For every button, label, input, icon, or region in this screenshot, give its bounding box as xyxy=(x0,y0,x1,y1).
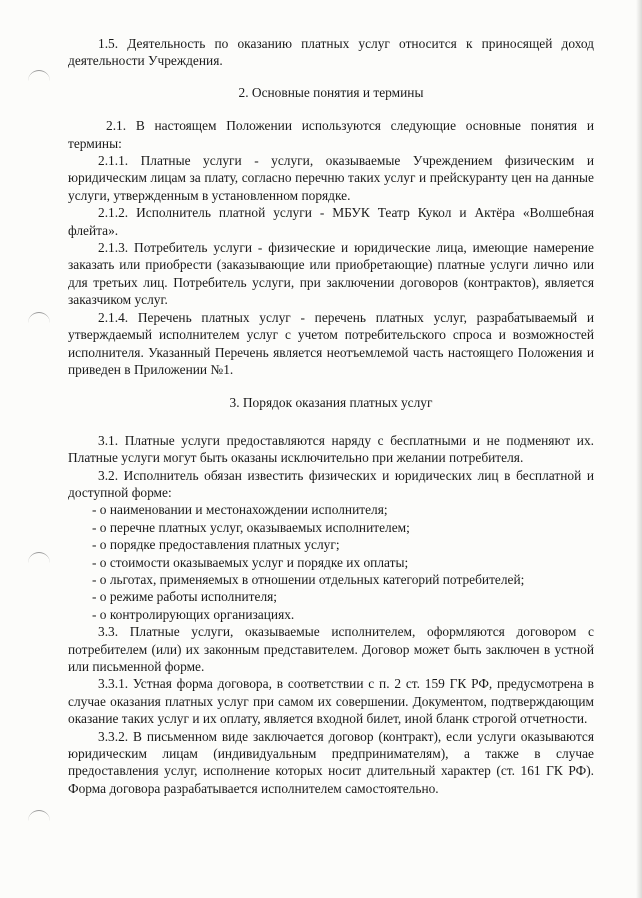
paragraph-2-1-4: 2.1.4. Перечень платных услуг - перечень платных услуг, разрабатываемый и утверждаемый исполнителем услуг с учетом потребительского спроса и возможностей исполнителя. Указанный Перечень является неотъемлемой часть настоящего Положения и приведен в Приложении №1. xyxy=(68,309,594,377)
punch-hole-mark xyxy=(28,552,50,565)
paragraph-3-3-1: 3.3.1. Устная форма договора, в соответствии с п. 2 ст. 159 ГК РФ, предусмотрена в случае оказания платных услуг при самом их совершении. Документом, подтверждающим оказание таких услуг и их оплату, является входной билет, иной бланк строгой отчетности. xyxy=(68,676,594,727)
paragraph-3-2: 3.2. Исполнитель обязан известить физических и юридических лиц в бесплатной и доступной форме: xyxy=(68,467,594,500)
notification-list xyxy=(68,501,594,623)
section-heading-3: 3. Порядок оказания платных услуг xyxy=(229,395,433,411)
punch-hole-mark xyxy=(28,810,50,823)
section-heading-2: 2. Основные понятия и термины xyxy=(238,84,424,100)
list-item: - о контролирующих организациях. xyxy=(92,606,295,622)
list-item: - о перечне платных услуг, оказываемых исполнителем; xyxy=(92,519,410,535)
paragraph-2-1-1: 2.1.1. Платные услуги - услуги, оказываемые Учреждением физическим и юридическим лицам за плату, согласно перечню таких услуг и прейскуранту цен на данные услуги, утвержденным в установленном порядке. xyxy=(68,153,594,203)
paragraph-2-1: 2.1. В настоящем Положении используются следующие основные понятия и термины: xyxy=(68,118,594,151)
list-item: - о льготах, применяемых в отношении отдельных категорий потребителей; xyxy=(92,571,525,587)
list-item: - о порядке предоставления платных услуг; xyxy=(92,537,340,553)
paragraph-2-1-2: 2.1.2. Исполнитель платной услуги - МБУК Театр Кукол и Актёра «Волшебная флейта». xyxy=(68,205,594,238)
page-edge-shadow xyxy=(636,0,642,898)
list-item: - о стоимости оказываемых услуг и порядке их оплаты; xyxy=(92,554,409,570)
list-item: - о режиме работы исполнителя; xyxy=(92,589,278,605)
paragraph-2-1-3: 2.1.3. Потребитель услуги - физические и юридические лица, имеющие намерение заказать или приобрести (заказывающие или приобретающие) платные услуги лично или для третьих лиц. Потребитель услуги, при заключении договоров (контрактов), является заказчиком услуг. xyxy=(68,240,594,308)
punch-hole-mark xyxy=(28,70,50,83)
punch-hole-mark xyxy=(28,312,50,325)
paragraph-3-3-2: 3.3.2. В письменном виде заключается договор (контракт), если услуги оказываются юридическим лицам (индивидуальным предпринимателям), а также в случае предоставления услуг, исполнение которых носит длительный характер (ст. 161 ГК РФ). Форма договора разрабатывается исполнителем самостоятельно. xyxy=(68,728,594,796)
paragraph-3-3: 3.3. Платные услуги, оказываемые исполнителем, оформляются договором с потребителем (или) их законным представителем. Договор может быть заключен в устной или письменной форме. xyxy=(68,624,594,674)
list-item: - о наименовании и местонахождении исполнителя; xyxy=(92,502,388,518)
paragraph-3-1: 3.1. Платные услуги предоставляются наряду с бесплатными и не подменяют их. Платные услуги могут быть оказаны исключительно при желании потребителя. xyxy=(68,432,594,466)
paragraph-1-5: 1.5. Деятельность по оказанию платных услуг относится к приносящей доход деятельности Учреждения. xyxy=(68,36,594,69)
